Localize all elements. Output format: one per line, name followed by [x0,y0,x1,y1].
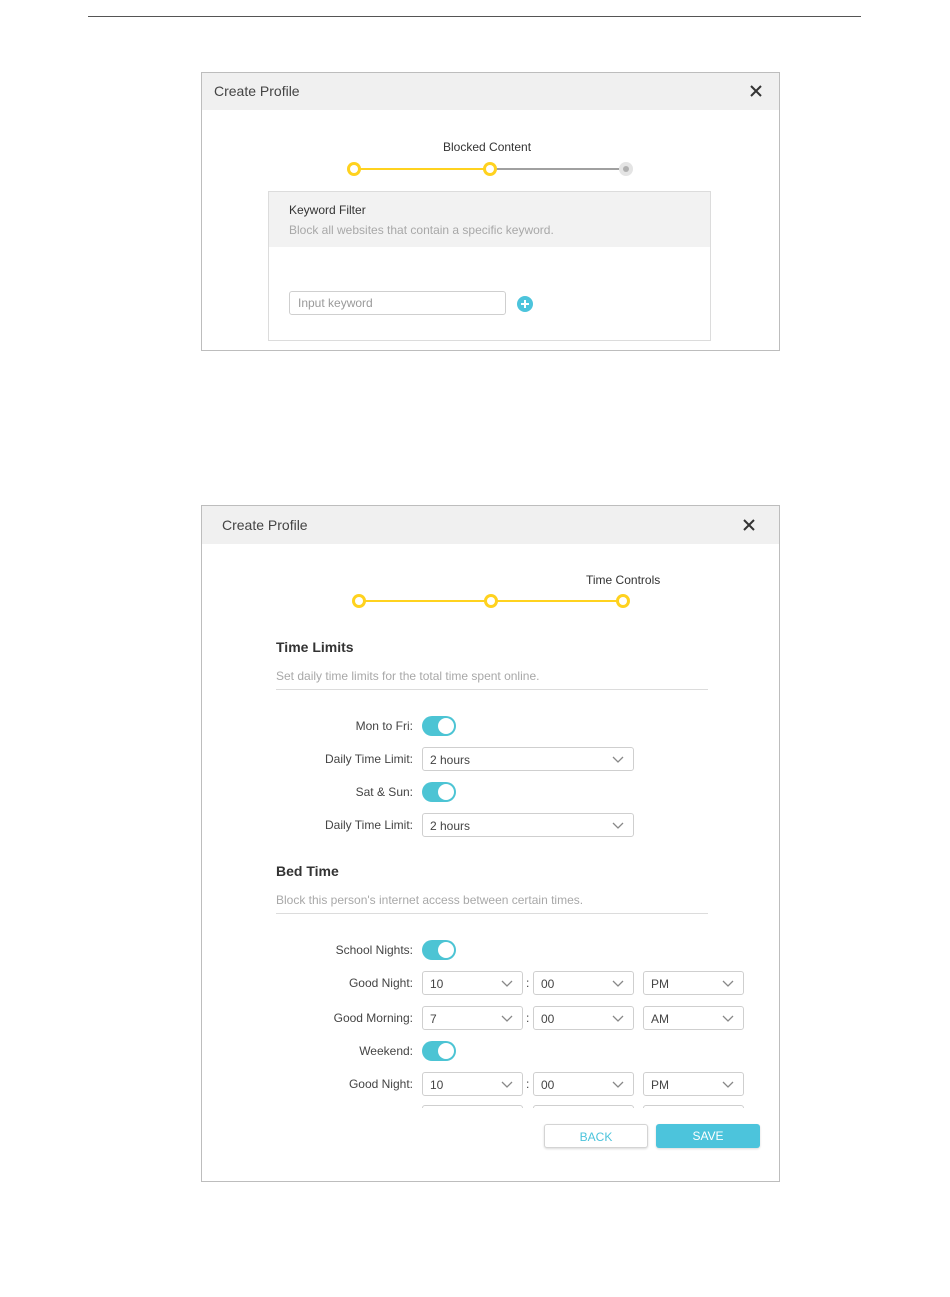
daily-time-limit-label-weekday: Daily Time Limit: [324,752,413,766]
good-morning-hour-select[interactable] [422,1006,523,1030]
select-value: 7 [430,1012,437,1026]
stepper-line-pending [490,168,626,170]
select-value: 2 hours [430,819,471,833]
keyword-filter-description: Block all websites that contain a specific keyword. [289,223,554,237]
school-nights-toggle[interactable] [422,940,456,960]
add-keyword-icon[interactable] [517,296,533,312]
chevron-down-icon [612,819,624,831]
good-night-period-select[interactable] [643,971,744,995]
keyword-filter-card [268,191,711,341]
toggle-knob [438,718,454,734]
toggle-knob [438,1043,454,1059]
scroll-clipped-row [422,1105,744,1108]
select-value: 00 [541,977,555,991]
good-night-hour-select[interactable] [422,971,523,995]
good-morning-label: Good Morning: [333,1011,413,1025]
stepper-dot-basic-info [352,594,366,608]
chevron-down-icon [722,1012,734,1024]
chevron-down-icon [612,977,624,989]
weekend-toggle[interactable] [422,1041,456,1061]
daily-time-limit-weekday-select[interactable] [422,747,634,771]
keyword-filter-header [269,192,710,247]
time-separator: : [526,1077,530,1091]
mon-to-fri-toggle[interactable] [422,716,456,736]
chevron-down-icon [722,1078,734,1090]
select-value: 00 [541,1012,555,1026]
stepper-dot-time-controls [619,162,633,176]
time-separator: : [526,976,530,990]
chevron-down-icon [501,1078,513,1090]
dialog-title: Create Profile [214,83,300,99]
select-value: PM [651,1078,669,1092]
stepper-dot-time-controls [616,594,630,608]
save-button[interactable]: SAVE [656,1124,760,1148]
weekend-label: Weekend: [359,1044,413,1058]
chevron-down-icon [501,1012,513,1024]
sat-sun-label: Sat & Sun: [355,785,413,799]
stepper-current-label: Time Controls [586,573,661,587]
good-night-minute-select[interactable] [533,971,634,995]
stepper-dot-basic-info [347,162,361,176]
bed-time-title: Bed Time [276,863,339,879]
chevron-down-icon [612,753,624,765]
dialog-title: Create Profile [222,517,308,533]
close-icon[interactable] [748,83,764,99]
time-limits-divider [276,689,708,690]
select-value: 10 [430,1078,444,1092]
daily-time-limit-weekend-select[interactable] [422,813,634,837]
select-value: 00 [541,1078,555,1092]
back-button[interactable]: BACK [544,1124,648,1148]
keyword-input[interactable] [289,291,506,315]
select-value: PM [651,977,669,991]
time-separator: : [526,1011,530,1025]
stepper-line-completed [354,168,490,170]
chevron-down-icon [501,977,513,989]
create-profile-dialog-blocked-content [201,72,780,351]
stepper-current-label: Blocked Content [443,140,532,154]
good-morning-period-select[interactable] [643,1006,744,1030]
bed-time-description: Block this person's internet access between certain times. [276,893,584,907]
mon-to-fri-label: Mon to Fri: [355,719,413,733]
select-value: AM [651,1012,669,1026]
bed-time-divider [276,913,708,914]
page-top-rule [88,16,861,17]
chevron-down-icon [722,977,734,989]
weekend-good-night-hour-select[interactable] [422,1072,523,1096]
close-icon[interactable] [741,517,757,533]
dialog-header [202,506,779,544]
daily-time-limit-label-weekend: Daily Time Limit: [324,818,413,832]
select-value: 2 hours [430,753,471,767]
create-profile-dialog-time-controls [201,505,780,1182]
weekend-good-night-minute-select[interactable] [533,1072,634,1096]
stepper-dot-blocked-content [484,594,498,608]
good-morning-minute-select[interactable] [533,1006,634,1030]
stepper-dot-blocked-content [483,162,497,176]
dialog-header [202,73,779,110]
school-nights-label: School Nights: [335,943,413,957]
weekend-good-night-label: Good Night: [348,1077,413,1091]
chevron-down-icon [612,1078,624,1090]
weekend-good-night-period-select[interactable] [643,1072,744,1096]
time-limits-title: Time Limits [276,639,354,655]
chevron-down-icon [612,1012,624,1024]
toggle-knob [438,784,454,800]
keyword-filter-title: Keyword Filter [289,203,366,217]
good-night-label: Good Night: [348,976,413,990]
time-limits-description: Set daily time limits for the total time spent online. [276,669,540,683]
toggle-knob [438,942,454,958]
select-value: 10 [430,977,444,991]
sat-sun-toggle[interactable] [422,782,456,802]
